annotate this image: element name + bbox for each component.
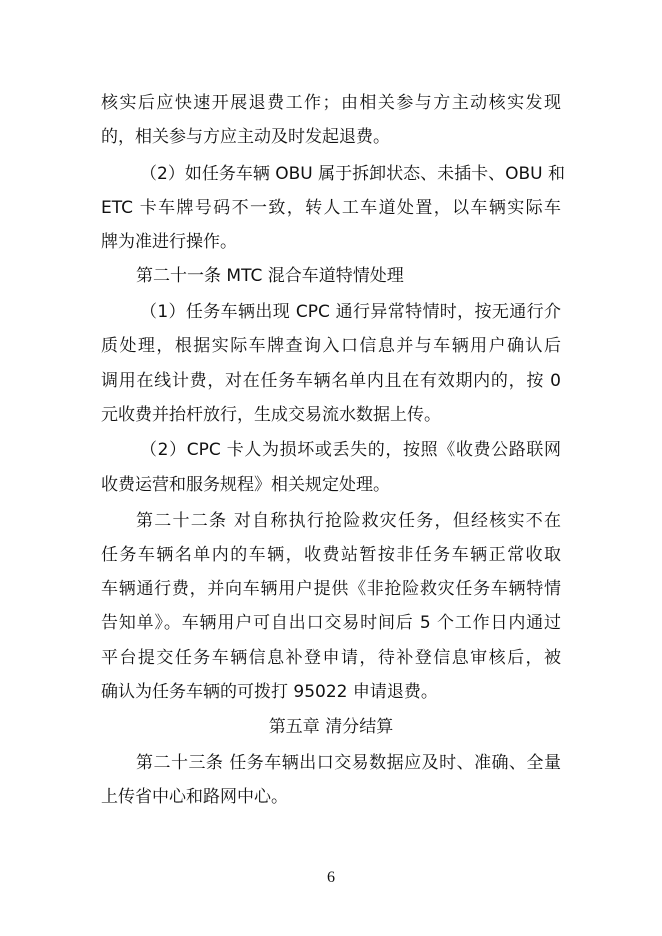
text-line: 确认为任务车辆的可拨打 95022 申请退费。 xyxy=(101,682,438,702)
text-line: 第二十三条 任务车辆出口交易数据应及时、准确、全量 xyxy=(136,753,561,773)
text-line: ETC 卡车牌号码不一致，转人工车道处置，以车辆实际车 xyxy=(101,198,561,218)
text-line: 第二十二条 对自称执行抢险救灾任务，但经核实不在 xyxy=(136,511,561,531)
chapter-heading: 第五章 清分结算 xyxy=(268,717,394,737)
text-line: 任务车辆名单内的车辆，收费站暂按非任务车辆正常收取 xyxy=(101,545,561,565)
page-number: 6 xyxy=(327,869,335,886)
text-line: 车辆通行费，并向车辆用户提供《非抢险救灾任务车辆特情 xyxy=(101,579,561,599)
text-line: 核实后应快速开展退费工作；由相关参与方主动核实发现 xyxy=(101,93,561,113)
text-line: 元收费并抬杆放行，生成交易流水数据上传。 xyxy=(101,405,441,425)
text-line: （2）如任务车辆 OBU 属于拆卸状态、未插卡、OBU 和 xyxy=(140,164,565,184)
article-heading: 第二十一条 MTC 混合车道特情处理 xyxy=(136,266,404,286)
text-line: （1）任务车辆出现 CPC 通行异常特情时，按无通行介 xyxy=(140,302,561,322)
text-line: （2）CPC 卡人为损坏或丢失的，按照《收费公路联网 xyxy=(140,440,561,460)
text-line: 质处理，根据实际车牌查询入口信息并与车辆用户确认后 xyxy=(101,336,561,356)
text-line: 牌为准进行操作。 xyxy=(101,232,237,252)
text-line: 告知单》。车辆用户可自出口交易时间后 5 个工作日内通过 xyxy=(101,613,561,633)
text-line: 上传省中心和路网中心。 xyxy=(101,787,288,807)
text-line: 平台提交任务车辆信息补登申请，待补登信息审核后，被 xyxy=(101,648,561,668)
text-line: 的，相关参与方应主动及时发起退费。 xyxy=(101,127,390,147)
text-line: 调用在线计费，对在任务车辆名单内且在有效期内的，按 0 xyxy=(101,371,561,391)
text-line: 收费运营和服务规程》相关规定处理。 xyxy=(101,475,390,495)
